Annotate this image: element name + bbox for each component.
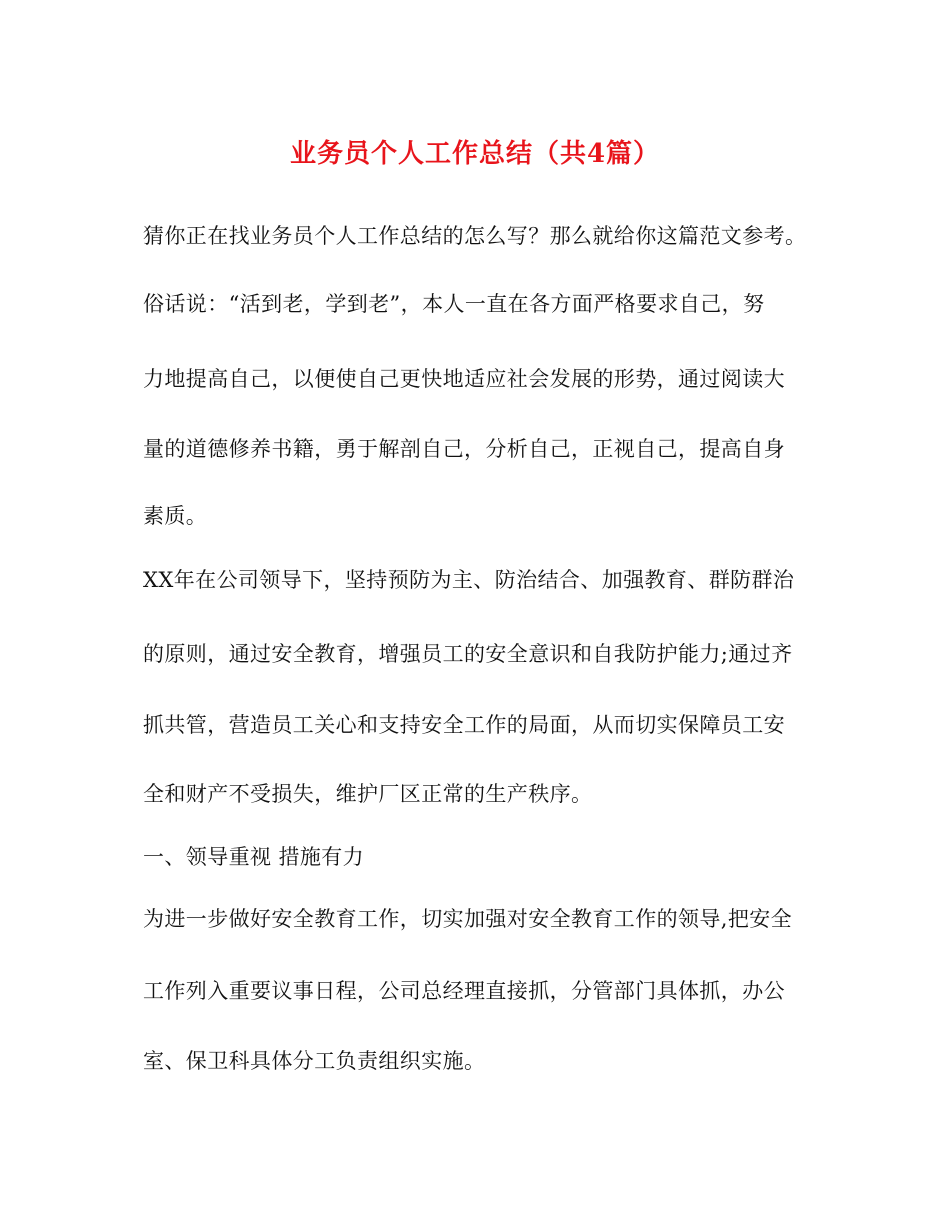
paragraph-line: 为进一步做好安全教育工作，切实加强对安全教育工作的领导,把安全 [143, 907, 793, 931]
document-title: 业务员个人工作总结（共4篇） [289, 139, 661, 169]
section-heading: 一、领导重视 措施有力 [143, 845, 365, 869]
paragraph-line: 的原则，通过安全教育，增强员工的安全意识和自我防护能力;通过齐 [143, 642, 793, 666]
paragraph-line: 力地提高自己，以便使自己更快地适应社会发展的形势，通过阅读大 [143, 367, 785, 391]
paragraph-line: XX年在公司领导下，坚持预防为主、防治结合、加强教育、群防群治 [143, 568, 795, 592]
paragraph-line: 量的道德修养书籍，勇于解剖自己，分析自己，正视自己，提高自身 [143, 437, 785, 461]
paragraph-line: 抓共管，营造员工关心和支持安全工作的局面，从而切实保障员工安 [143, 713, 785, 737]
paragraph-line: 全和财产不受损失，维护厂区正常的生产秩序。 [143, 782, 593, 806]
paragraph-line: 素质。 [143, 504, 208, 528]
paragraph-line: 室、保卫科具体分工负责组织实施。 [143, 1049, 486, 1073]
paragraph-line: 猜你正在找业务员个人工作总结的怎么写？那么就给你这篇范文参考。 [143, 224, 807, 248]
paragraph-line: 俗话说：“活到老，学到老”，本人一直在各方面严格要求自己，努 [143, 292, 765, 316]
paragraph-line: 工作列入重要议事日程，公司总经理直接抓，分管部门具体抓，办公 [143, 979, 785, 1003]
